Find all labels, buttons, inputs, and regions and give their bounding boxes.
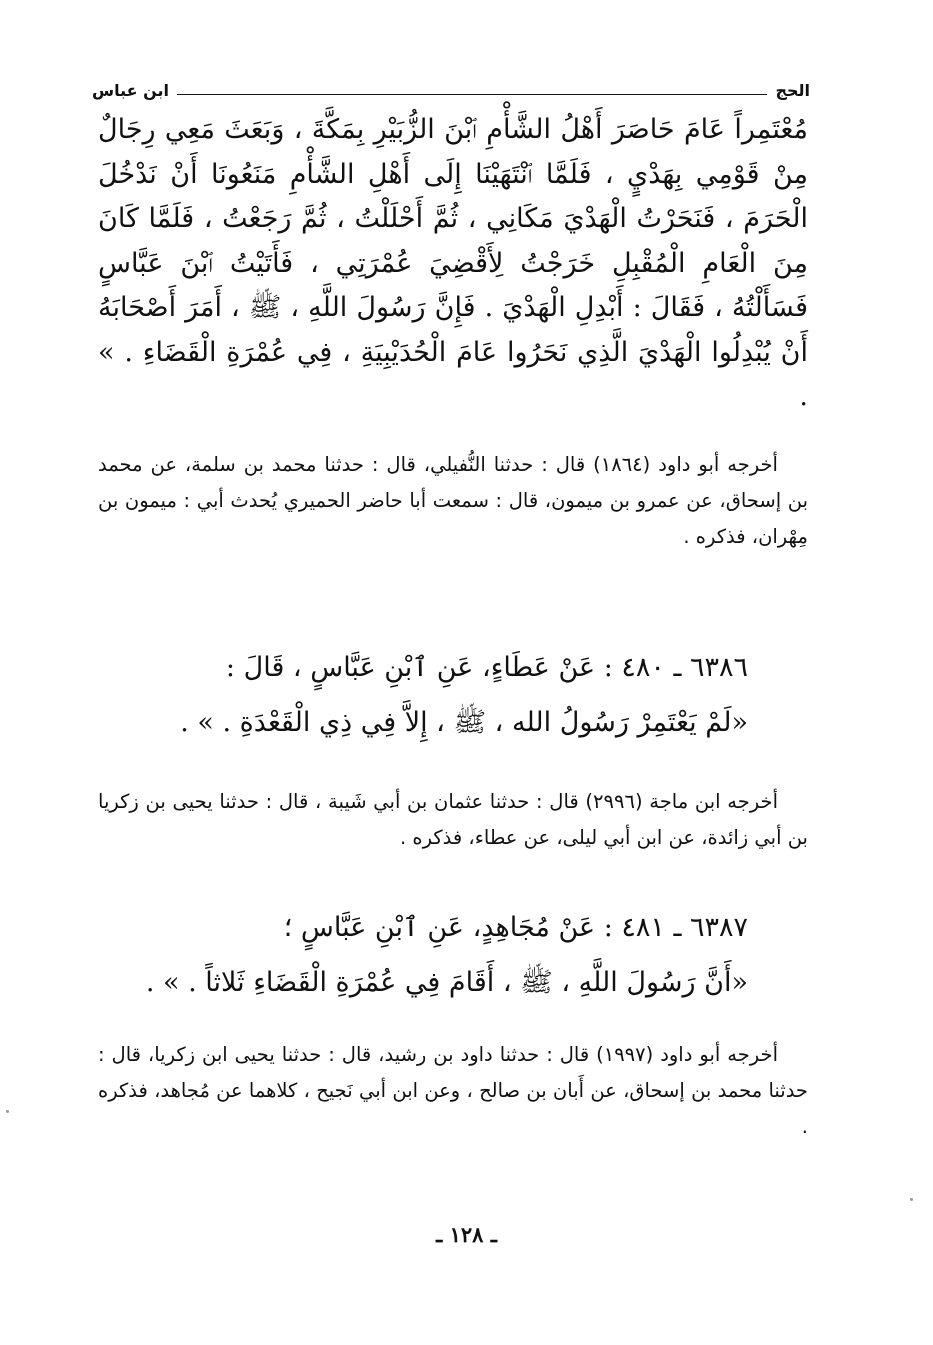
scan-speck (6, 1110, 9, 1113)
scan-speck (910, 1198, 913, 1201)
hadith-6387-matn: «أَنَّ رَسُولَ اللَّهِ ، ﷺ ، أَقَامَ فِي عُمْرَةِ الْقَضَاءِ ثَلاثاً . » . (145, 967, 748, 998)
takhrij-6386 (98, 784, 808, 856)
takhrij-6385-text: أخرجه أبو داود (١٨٦٤) قال : حدثنا النُّفيلي، قال : حدثنا محمد بن سلمة، عن محمد بن إسحاق، عن عمرو بن ميمون، قال : سمعت أبا حاضر الحميري يُحدث أبي : ميمون بن مِهْران، فذكره . (98, 453, 808, 548)
hadith-6385-continuation (98, 108, 808, 420)
hadith-6387 (98, 900, 808, 1010)
hadith-6386-isnad: ٦٣٨٦ ـ ٤٨٠ : عَنْ عَطَاءٍ، عَنِ ٱبْنِ عَبَّاسٍ ، قَالَ : (225, 652, 748, 683)
chapter-title: الحج (775, 80, 810, 100)
hadith-6387-isnad: ٦٣٨٧ ـ ٤٨١ : عَنْ مُجَاهِدٍ، عَنِ ٱبْنِ عَبَّاسٍ ؛ (283, 912, 748, 943)
takhrij-6386-text: أخرجه ابن ماجة (٢٩٩٦) قال : حدثنا عثمان بن أبي شَيبة ، قال : حدثنا يحيى بن زكريا بن أبي زائدة، عن ابن أبي ليلى، عن عطاء، فذكره . (98, 790, 808, 849)
hadith-6385-text: مُعْتَمِراً عَامَ حَاصَرَ أَهْلُ الشَّأْمِ ٱبْنَ الزُّبَيْرِ بِمَكَّةَ ، وَبَعَثَ مَعِي رِجَالٌ مِنْ قَوْمِي بِهَدْيٍ ، فَلَمَّا ٱنْتَهَيْنَا إِلَى أَهْلِ الشَّأْمِ مَنَعُونَا أَنْ نَدْخُلَ الْحَرَمَ ، فَنَحَرْتُ الْهَدْيَ مَكَانِي ، ثُمَّ أَحْلَلْتُ ، ثُمَّ رَجَعْتُ ، فَلَمَّا كَانَ مِنَ الْعَامِ الْمُقْبِلِ خَرَجْتُ لِأَقْضِيَ عُمْرَتِي ، فَأَتَيْتُ ٱبْنَ عَبَّاسٍ فَسَأَلْتُهُ ، فَقَالَ : أَبْدِلِ الْهَدْيَ . فَإِنَّ رَسُولَ اللَّهِ ، ﷺ ، أَمَرَ أَصْحَابَهُ أَنْ يُبْدِلُوا الْهَدْيَ الَّذِي نَحَرُوا عَامَ الْحُدَيْبِيَةِ ، فِي عُمْرَةِ الْقَضَاءِ . » . (98, 114, 808, 412)
takhrij-6387 (98, 1037, 808, 1145)
narrator-title: ابن عباس (92, 80, 170, 100)
running-header (92, 78, 810, 102)
takhrij-6387-text: أخرجه أبو داود (١٩٩٧) قال : حدثنا داود بن رشيد، قال : حدثنا يحيى ابن زكريا، قال : حدثنا محمد بن إسحاق، عن أَبان بن صالح ، وعن ابن أبي نَجيح ، كلاهما عن مُجاهد، فذكره . (98, 1043, 808, 1138)
page-number: ـ ١٢٨ ـ (436, 1222, 497, 1247)
header-rule (177, 94, 767, 95)
hadith-6386-matn: «لَمْ يَعْتَمِرْ رَسُولُ الله ، ﷺ ، إِلاَّ فِي ذِي الْقَعْدَةِ . » . (180, 707, 748, 738)
takhrij-6385 (98, 447, 808, 555)
hadith-6386 (98, 640, 808, 750)
